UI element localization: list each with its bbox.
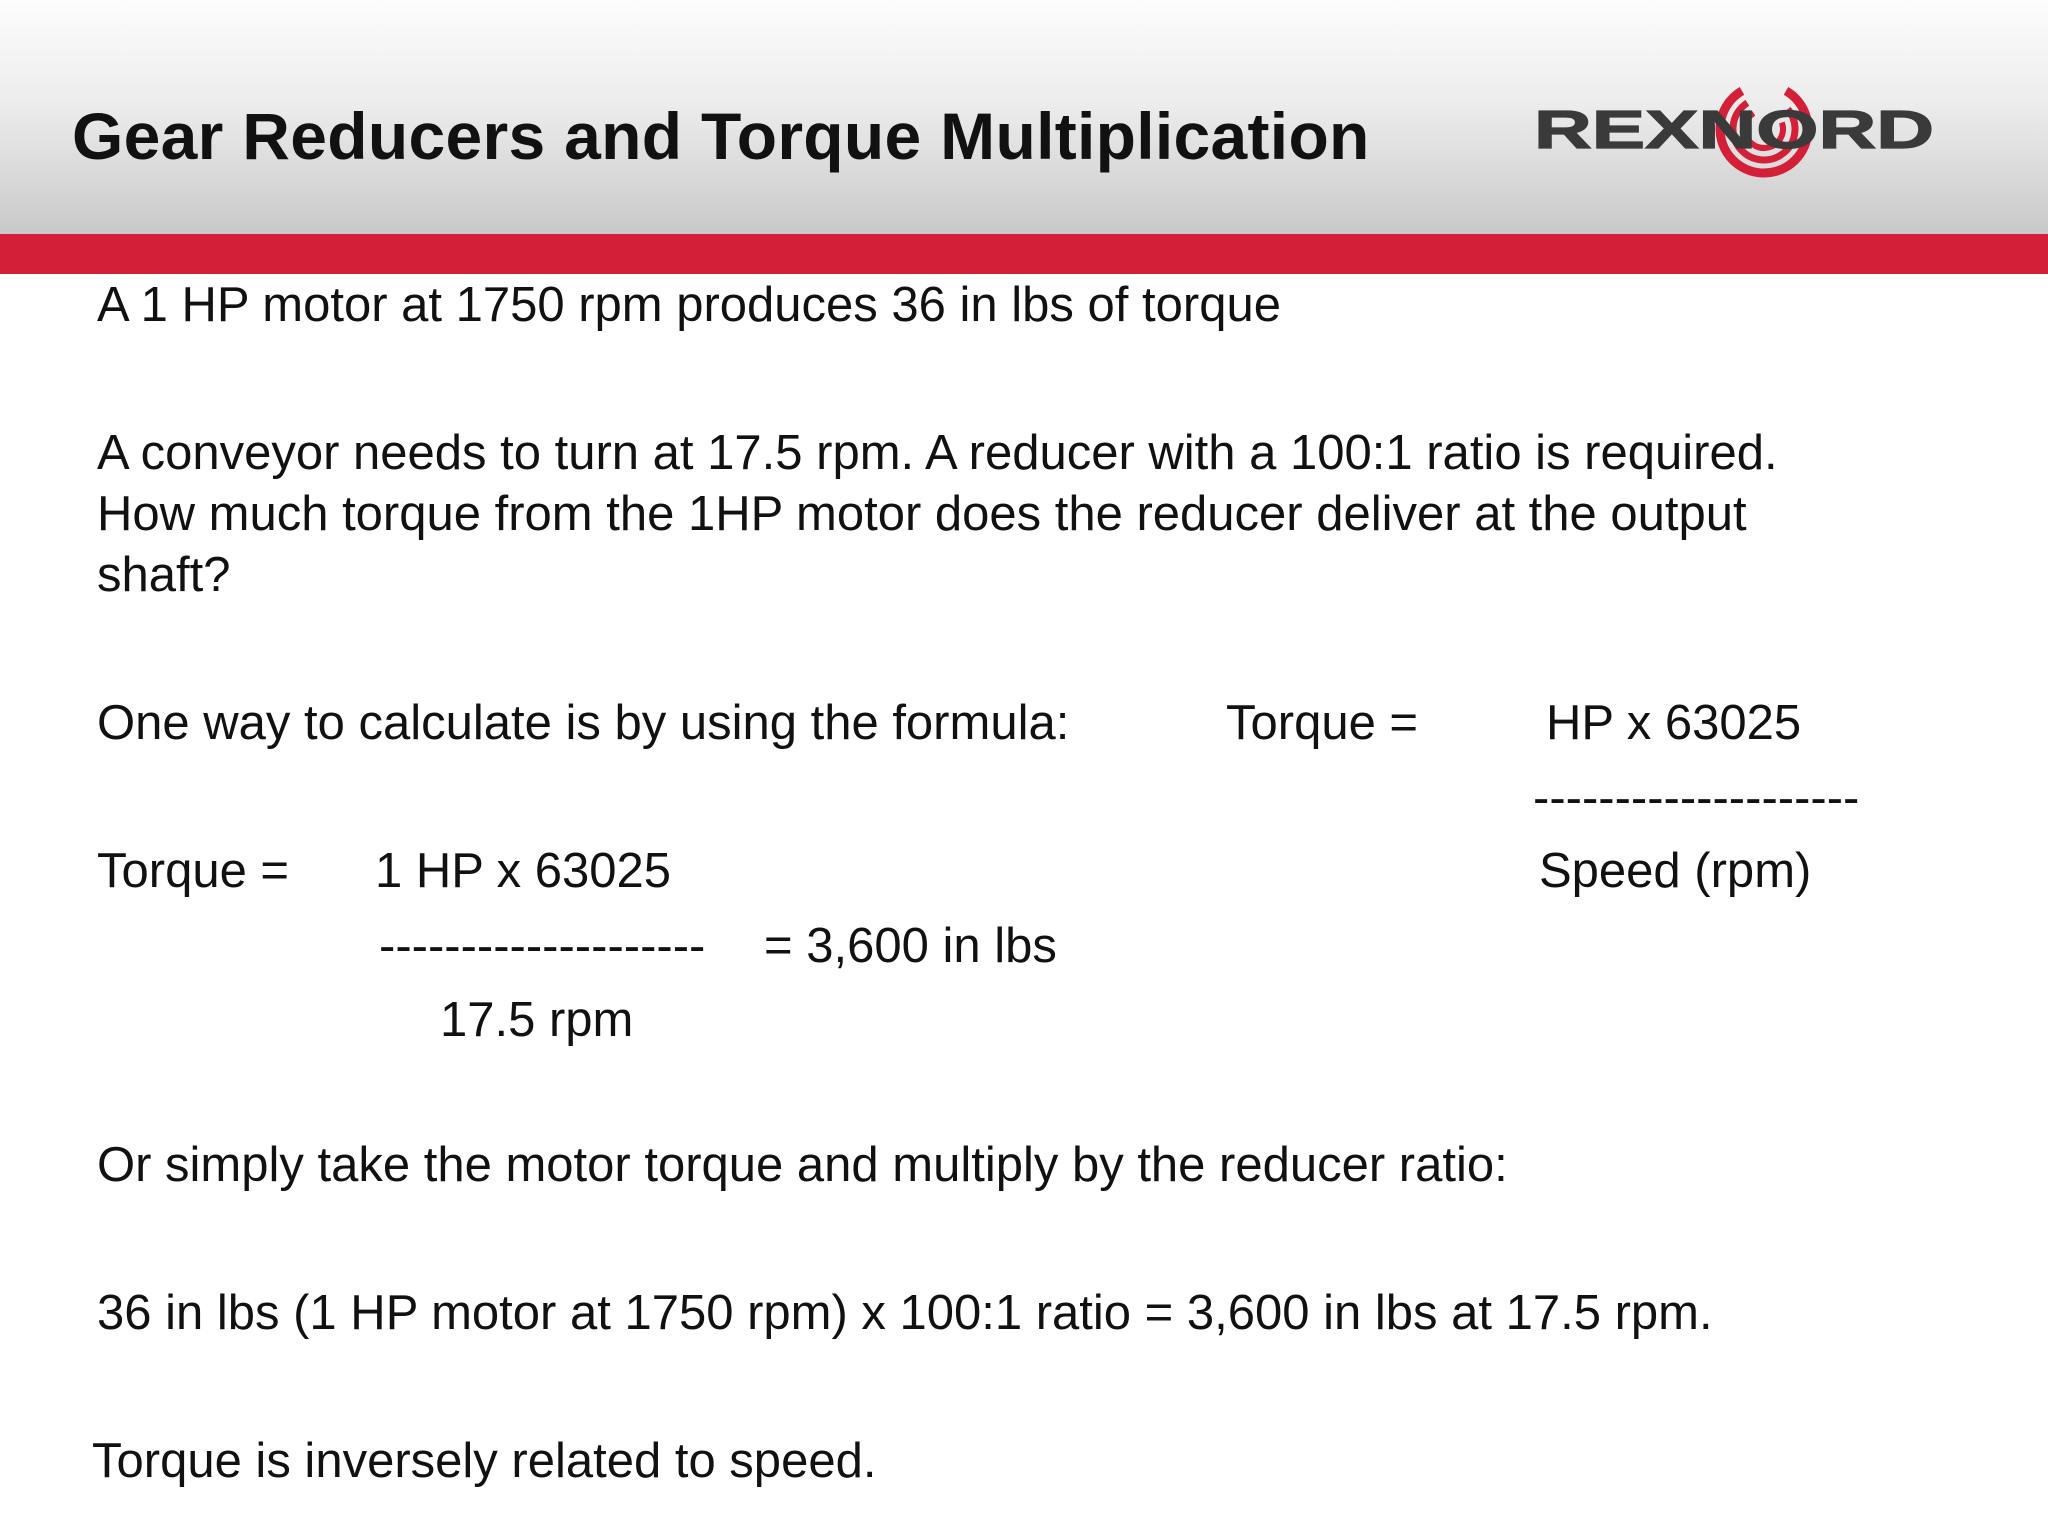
alternative-intro: Or simply take the motor torque and multiply by the reducer ratio: (97, 1138, 1508, 1192)
calc-result: = 3,600 in lbs (764, 919, 1057, 973)
calc-lhs: Torque = (97, 844, 290, 898)
formula-intro: One way to calculate is by using the formula: (97, 696, 1070, 750)
logo-wordmark: REXNORD (1534, 100, 1934, 160)
header-accent-bar (0, 234, 2048, 274)
formula-numerator: HP x 63025 (1546, 696, 1802, 750)
calc-numerator: 1 HP x 63025 (375, 844, 672, 898)
alternative-calculation: 36 in lbs (1 HP motor at 1750 rpm) x 100:1 ratio = 3,600 in lbs at 17.5 rpm. (97, 1286, 1713, 1340)
slide-title: Gear Reducers and Torque Multiplication (72, 99, 1370, 173)
question-line-3: shaft? (97, 548, 231, 602)
rexnord-logo (1524, 74, 1944, 184)
formula-lhs: Torque = (1226, 696, 1419, 750)
formula-denominator: Speed (rpm) (1539, 844, 1812, 898)
formula-divider: -------------------- (1533, 771, 1860, 825)
calc-denominator: 17.5 rpm (440, 993, 634, 1047)
question-line-1: A conveyor needs to turn at 17.5 rpm. A reducer with a 100:1 ratio is required. (97, 426, 1778, 480)
calc-divider: -------------------- (379, 919, 706, 973)
conclusion-statement: Torque is inversely related to speed. (92, 1434, 877, 1488)
motor-torque-statement: A 1 HP motor at 1750 rpm produces 36 in lbs of torque (97, 278, 1281, 332)
question-line-2: How much torque from the 1HP motor does the reducer deliver at the output (97, 487, 1747, 541)
